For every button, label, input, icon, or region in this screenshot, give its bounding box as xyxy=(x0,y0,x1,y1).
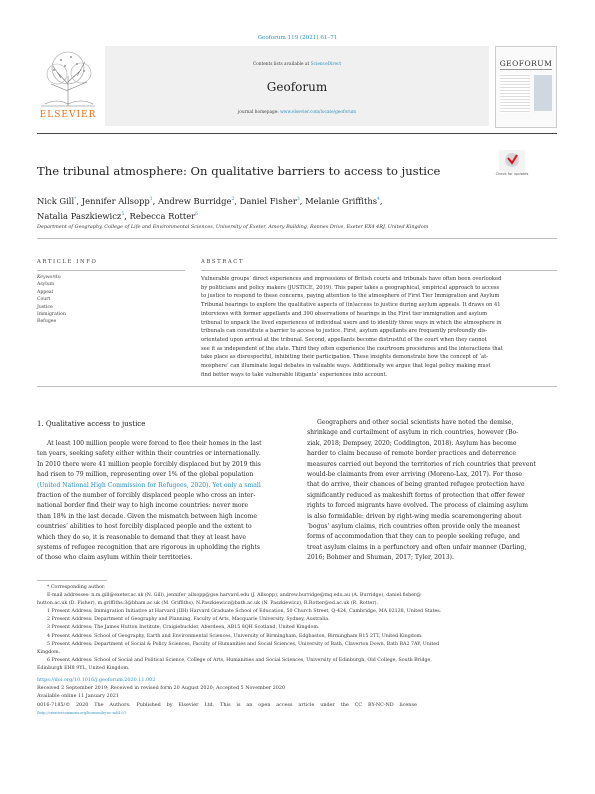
body-line: of those who claim asylum within their territories. xyxy=(37,554,193,562)
footnote-item: 5 Present Address: Department of Social & Policy Sciences, Faculty of Humanities and Social Sciences, University of Bath, Claverton Down, Bath BA2 7AY, United xyxy=(47,641,440,647)
author-mark[interactable]: 3 xyxy=(296,197,300,202)
footnote-item-continued: Kingdom. xyxy=(37,649,61,655)
abstract-line: Tribunal hearings to explore the qualitative aspects of (in)access to justice during asylum appeals. It draws on 41 xyxy=(201,302,501,309)
abstract-line: orientated upon arrival at the tribunal. Second, appellants become distrustful of the court when they cannot xyxy=(201,336,487,343)
homepage-prefix: journal homepage: xyxy=(237,110,279,115)
contents-prefix: Contents lists available at xyxy=(252,62,310,67)
body-line: shrinkage and curtailment of asylum in rich countries, however (Bo- xyxy=(307,429,519,437)
abstract-line: find better ways to take vulnerable litigants’ experiences into account. xyxy=(201,371,388,378)
body-line: that do arrive, their chances of being granted refugee protection have xyxy=(307,481,525,489)
keyword-item: Immigration xyxy=(37,312,66,318)
footnote-item: 6 Present Address: School of Social and Political Science, College of Arts, Humanities and Social Sciences, University of Edinburgh, Old College, South Bridge, xyxy=(47,657,432,663)
footnote-rule xyxy=(37,580,107,581)
body-line: which they do so, it is reasonable to demand that they at least have xyxy=(37,533,246,541)
license-statement: 0016-7185/© 2020 The Authors. Published by Elsevier Ltd. This is an open access article under the CC BY-NC-ND license xyxy=(37,701,417,708)
author-name[interactable]: Natalia Paszkiewicz xyxy=(37,210,122,221)
right-column-text xyxy=(307,418,559,564)
contents-line xyxy=(105,62,489,68)
abstract-line: see it as independent of the state. Third they often experience the courtroom procedures and the interactions that xyxy=(201,345,503,352)
journal-name: Geoforum xyxy=(266,80,328,94)
crossmark-icon xyxy=(499,150,525,172)
author-mark[interactable]: 4 xyxy=(377,197,380,202)
body-line-citation[interactable]: (United National High Commission for Refugees, 2020). Yet only a small xyxy=(37,481,261,489)
body-line: measures carried out beyond the territories of rich countries that prevent xyxy=(307,460,536,468)
body-line: harder to claim because of remote border practices and deterrence xyxy=(307,450,517,458)
keywords-label: Keywords: xyxy=(37,275,62,280)
article-title: The tribunal atmosphere: On qualitative barriers to access to justice xyxy=(37,164,441,178)
author-mark[interactable]: 5 xyxy=(121,211,125,217)
body-line: national border find their way to high income countries: never more xyxy=(37,502,249,510)
author-mark[interactable]: 6 xyxy=(195,211,199,217)
body-line: forms of accommodation that they can to people seeking refuge, and xyxy=(307,533,520,541)
corresponding-author-note: * Corresponding author. xyxy=(47,585,106,590)
keyword-item: Justice xyxy=(37,304,53,310)
left-column-text xyxy=(37,439,289,564)
body-line: ‘bogus’ asylum claims, rich countries often provide only the meanest xyxy=(307,523,521,531)
abstract-rule xyxy=(201,270,557,271)
article-info-rule xyxy=(37,270,185,271)
body-line: rights to forced migrants have evolved. The process of claiming asylum xyxy=(307,502,528,510)
publisher-wordmark[interactable]: ELSEVIER xyxy=(39,110,97,120)
keywords-block xyxy=(37,274,185,326)
elsevier-logo xyxy=(37,46,99,124)
author-mark[interactable]: 1 xyxy=(149,197,153,202)
header-rule xyxy=(37,133,557,134)
cover-title: GEOFORUM xyxy=(499,59,553,68)
author-mark[interactable]: 2 xyxy=(231,197,235,202)
journal-reference[interactable]: Geoforum 119 (2021) 61–71 xyxy=(257,35,338,41)
homepage-line xyxy=(105,110,489,116)
body-line: ziak, 2018; Dempsey, 2020; Coddington, 2018). Asylum has become xyxy=(307,439,517,447)
cover-lines xyxy=(500,73,530,113)
abstract-line: tribunal to unpack the lived experiences of individual users and to identify three ways in which the atmosphere in xyxy=(201,319,502,326)
author-line-1: Nick Gill*, Jennifer Allsopp$^1$, Andrew Burridge$^2$, Daniel Fisher$^3$, Melanie Griffiths$^4$, xyxy=(37,195,383,206)
body-line: had risen to 79 million, representing over 1% of the global population xyxy=(37,471,254,479)
abstract-line: interviews with former appellants and 390 observations of hearings in the First tier immigration and asylum xyxy=(201,310,488,317)
section-heading: 1. Qualitative access to justice xyxy=(37,420,146,428)
journal-header xyxy=(37,46,557,126)
body-line: In 2010 there were 41 million people forcibly displaced but by 2019 this xyxy=(37,460,261,468)
keyword-item: Court xyxy=(37,297,51,303)
footnote-item: 3 Present Address: The James Hutton Institute, Craigiebuckler, Aberdeen, AB15 8QH Scotland, United Kingdom. xyxy=(47,625,320,631)
abstract-line: take place as disrespectful, inhibiting their participation. These insights demonstrate how the concept of ‘at- xyxy=(201,354,488,361)
article-footer xyxy=(37,676,557,717)
author-name[interactable]: Andrew Burridge xyxy=(157,195,232,206)
abstract-line: by politicians and policy makers (JUSTICE, 2019). This paper takes a geographical, empirical approach to access xyxy=(201,284,500,291)
footnotes xyxy=(37,584,557,673)
article-info-heading: ARTICLE INFO xyxy=(37,259,98,265)
abstract-end-rule xyxy=(37,386,557,387)
author-name[interactable]: Nick Gill xyxy=(37,195,75,206)
body-line: than 18% in the last decade. Given the mismatch between high income xyxy=(37,512,257,520)
doi-link[interactable]: https://doi.org/10.1016/j.geoforum.2020.11.002 xyxy=(37,677,156,683)
author-list xyxy=(37,193,517,223)
license-url[interactable]: (http://creativecommons.org/licenses/by-nc-nd/4.0/). xyxy=(37,710,127,715)
body-line: ten years, seeking safety either within their countries or internationally. xyxy=(37,450,261,458)
author-line-2: Natalia Paszkiewicz$^5$, Rebecca Rotter$^6$ xyxy=(37,210,199,221)
author-name[interactable]: Rebecca Rotter xyxy=(129,210,196,221)
email-addresses-continued[interactable]: hutton.ac.uk (D. Fisher), m.griffiths.3@bham.ac.uk (M. Griffiths), N.Paszkiewicz@bath.ac.uk (N. Paszkiewicz), R.Rotter@ed.ac.uk (R. Rotter). xyxy=(37,601,378,607)
author-name[interactable]: Melanie Griffiths xyxy=(305,195,378,206)
elsevier-tree-icon xyxy=(37,46,99,110)
author-mark[interactable]: * xyxy=(74,197,77,202)
abstract-line: mosphere’ can illuminate legal debates in valuable ways. Additionally we argue that legal policy making must xyxy=(201,363,491,370)
body-line: fraction of the number of forcibly displaced people who cross an inter- xyxy=(37,492,256,500)
abstract-line: tribunals can constitute a barrier to access to justice. First, asylum appellants are frequently profoundly dis- xyxy=(201,328,488,335)
homepage-link[interactable]: www.elsevier.com/locate/geoforum xyxy=(280,110,357,115)
email-addresses[interactable]: E-mail addresses: n.m.gill@exeter.ac.uk (N. Gill), jennifer_allsopp@gse.harvard.edu (J. Allsopp), andrew.burridge@mq.edu.au (A. Burridge), daniel.fisher@ xyxy=(47,593,422,599)
body-line: At least 100 million people were forced to flee their homes in the last xyxy=(47,440,262,447)
body-line: is also formidable: driven by right-wing media scaremongering about xyxy=(307,512,522,520)
sciencedirect-link[interactable]: ScienceDirect xyxy=(310,62,342,67)
body-line: 2016; Bohmer and Shuman, 2017; Tyler, 2013). xyxy=(307,554,454,562)
abstract-line: to justice to respond to these concerns, paying attention to the atmosphere of First Tier Immigration and Asylum xyxy=(201,293,500,300)
author-name[interactable]: Daniel Fisher xyxy=(239,195,297,206)
available-online: Available online 11 January 2021 xyxy=(37,693,119,700)
affiliation-rule xyxy=(37,238,557,239)
received-dates: Received 2 September 2019; Received in revised form 20 August 2020; Accepted 5 November 2020 xyxy=(37,685,286,692)
keyword-item: Refugee xyxy=(37,319,57,325)
body-line: significantly reduced as makeshift forms of protection that offer fewer xyxy=(307,491,525,499)
body-line: treat asylum claims in a perfunctory and often unfair manner (Darling, xyxy=(307,543,527,551)
abstract-line: Vulnerable groups’ direct experiences and impressions of British courts and tribunals have often been overlooked xyxy=(201,276,502,282)
body-line: systems of refugee recognition that are rigorous in upholding the rights xyxy=(37,544,260,552)
author-name[interactable]: Jennifer Allsopp xyxy=(81,195,150,206)
body-line: Geographers and other social scientists have noted the demise, xyxy=(317,419,514,426)
journal-cover-thumbnail[interactable] xyxy=(495,46,557,128)
footnote-item: 1 Present Address: Immigration Initiative at Harvard (IIH) Harvard Graduate School of Education, 50 Church Street, Q-424, Cambridge, MA 02138, United States. xyxy=(47,609,442,615)
journal-band xyxy=(105,46,489,126)
keyword-item: Appeal xyxy=(37,289,54,295)
footnote-item: 2 Present Address: Department of Geography and Planning, Faculty of Arts, Macquarie University, Sydney, Australia. xyxy=(47,617,330,623)
crossmark-label: Check for updates xyxy=(495,172,529,176)
abstract-heading: ABSTRACT xyxy=(201,259,245,265)
crossmark-badge[interactable] xyxy=(495,150,529,180)
body-line: countries’ abilities to host forcibly displaced people and the extent to xyxy=(37,523,252,531)
abstract-text xyxy=(201,275,557,379)
keyword-item: Asylum xyxy=(37,282,55,288)
cover-image xyxy=(534,75,552,111)
affiliation: Department of Geography, College of Life and Environmental Sciences, University of Exeter, Amory Building, Rennes Drive, Exeter EX4 4RJ, United Kingdom xyxy=(37,224,429,230)
cover-rule xyxy=(500,69,552,70)
footnote-item: 4 Present Address: School of Geography, Earth and Environmental Sciences, University of Birmingham, Edgbaston, Birmingham B15 2TT, United Kingdom. xyxy=(47,633,423,639)
footnote-item-continued: Edinburgh EH8 9YL, United Kingdom. xyxy=(37,665,130,671)
body-line: would-be claimants from ever arriving (Moreno-Lax, 2017). For those xyxy=(307,471,522,479)
